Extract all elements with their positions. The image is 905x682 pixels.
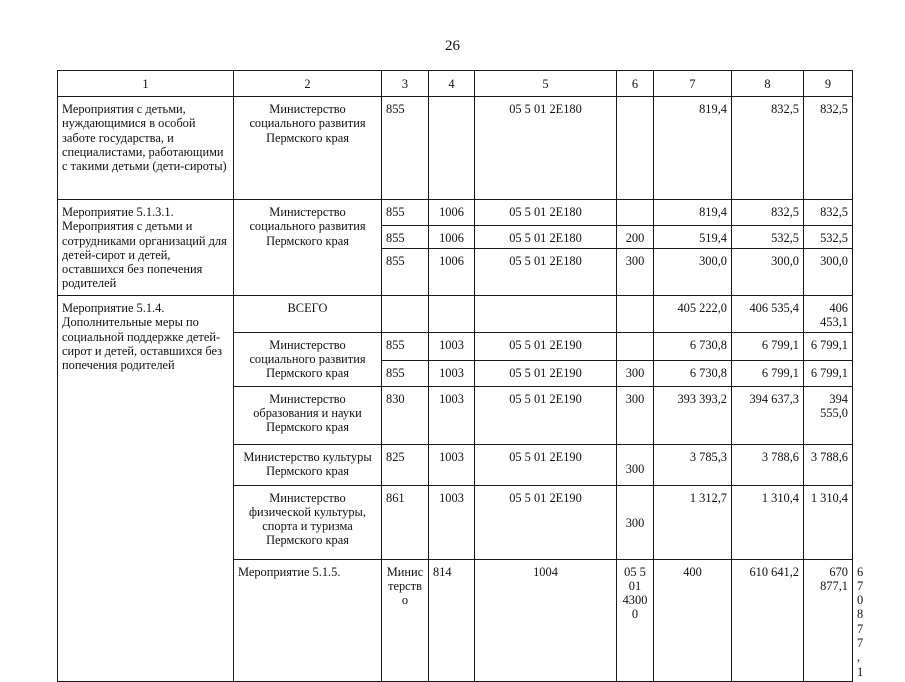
cell-grbs: 861: [382, 485, 429, 559]
cell-grbs: 814: [429, 559, 475, 681]
responsible-ministry: Министерство образования и науки Пермского края: [234, 386, 382, 444]
cell-expense-type: 300: [617, 360, 654, 386]
activity-description: Мероприятия с детьми, нуждающимися в особой заботе государства, и специалистами, работающими с такими детьми (дети-сироты): [58, 97, 234, 200]
table-row: [58, 200, 853, 226]
header-cell-3: 3: [382, 71, 429, 97]
table-row: [58, 97, 853, 200]
cell-amount-col8: 1 310,4: [732, 485, 804, 559]
cell-amount-col7: 6 730,8: [654, 332, 732, 360]
cell-section: 1003: [429, 444, 475, 485]
cell-target-article: [475, 296, 617, 333]
cell-amount-col8: 832,5: [732, 97, 804, 200]
cell-section: 1004: [475, 559, 617, 681]
cell-amount-col8: 394 637,3: [732, 386, 804, 444]
budget-table: [57, 70, 864, 682]
cell-expense-type: 300: [617, 444, 654, 485]
cell-amount-col8: 6 799,1: [732, 332, 804, 360]
cell-amount-col9: 832,5: [804, 200, 853, 226]
cell-section: 1003: [429, 386, 475, 444]
responsible-ministry: Министерство социального развития Пермского края: [234, 332, 382, 386]
cell-amount-col9: 1 310,4: [804, 485, 853, 559]
cell-target-article: 05 5 01 2E190: [475, 360, 617, 386]
cell-grbs: 855: [382, 200, 429, 226]
responsible-ministry: Министерство социального развития Пермского края: [234, 200, 382, 296]
cell-expense-type: [617, 200, 654, 226]
responsible-ministry: Министерство: [382, 559, 429, 681]
cell-target-article: 05 5 01 2E190: [475, 332, 617, 360]
table-row: Мероприятие 5.1.5. Министерство 814 1004 05 5 01 43000 400 610 641,2 670 877,1 670 877,1: [58, 559, 853, 681]
cell-expense-type: 400: [654, 559, 732, 681]
header-cell-4: 4: [429, 71, 475, 97]
cell-section: [429, 97, 475, 200]
cell-amount-col7: 3 785,3: [654, 444, 732, 485]
cell-amount-col9: 6 799,1: [804, 360, 853, 386]
total-label: ВСЕГО: [234, 296, 382, 333]
cell-amount-col8: 670 877,1: [804, 559, 853, 681]
cell-section: 1003: [429, 360, 475, 386]
cell-amount-col7: 393 393,2: [654, 386, 732, 444]
cell-amount-col9: 532,5: [804, 226, 853, 249]
cell-section: [429, 296, 475, 333]
cell-target-article: 05 5 01 2E180: [475, 249, 617, 296]
cell-amount-col8: 3 788,6: [732, 444, 804, 485]
cell-amount-col7: 405 222,0: [654, 296, 732, 333]
header-cell-1: 1: [58, 71, 234, 97]
header-cell-9: 9: [804, 71, 853, 97]
cell-amount-col9: 832,5: [804, 97, 853, 200]
cell-target-article: 05 5 01 2E190: [475, 444, 617, 485]
cell-target-article: 05 5 01 2E180: [475, 200, 617, 226]
cell-amount-col8: 532,5: [732, 226, 804, 249]
header-cell-6: 6: [617, 71, 654, 97]
cell-target-article: 05 5 01 2E180: [475, 97, 617, 200]
cell-amount-col9: 3 788,6: [804, 444, 853, 485]
activity-description: Мероприятие 5.1.3.1. Мероприятия с детьми и сотрудниками организаций для детей-сирот и детей, оставшихся без попечения родителей: [58, 200, 234, 296]
cell-amount-col8: 6 799,1: [732, 360, 804, 386]
cell-amount-col8: 406 535,4: [732, 296, 804, 333]
cell-expense-type: [617, 332, 654, 360]
cell-expense-type: [617, 97, 654, 200]
cell-grbs: 830: [382, 386, 429, 444]
responsible-ministry: Министерство физической культуры, спорта и туризма Пермского края: [234, 485, 382, 559]
responsible-ministry: Министерство культуры Пермского края: [234, 444, 382, 485]
cell-amount-col9: 406 453,1: [804, 296, 853, 333]
header-cell-8: 8: [732, 71, 804, 97]
cell-target-article: 05 5 01 2E190: [475, 485, 617, 559]
cell-target-article: 05 5 01 2E190: [475, 386, 617, 444]
cell-amount-col7: 819,4: [654, 200, 732, 226]
cell-amount-col9: 394 555,0: [804, 386, 853, 444]
cell-expense-type: [617, 296, 654, 333]
cell-section: 1006: [429, 200, 475, 226]
cell-grbs: [382, 296, 429, 333]
cell-amount-col9: 300,0: [804, 249, 853, 296]
cell-target-article: 05 5 01 43000: [617, 559, 654, 681]
cell-grbs: 855: [382, 360, 429, 386]
activity-description: Мероприятие 5.1.5.: [234, 559, 382, 681]
cell-grbs: 855: [382, 332, 429, 360]
header-cell-5: 5: [475, 71, 617, 97]
cell-amount-col7: 6 730,8: [654, 360, 732, 386]
cell-section: 1006: [429, 249, 475, 296]
cell-amount-col9: 6 799,1: [804, 332, 853, 360]
cell-expense-type: 300: [617, 249, 654, 296]
responsible-ministry: Министерство социального развития Пермского края: [234, 97, 382, 200]
cell-grbs: 855: [382, 226, 429, 249]
header-cell-7: 7: [654, 71, 732, 97]
cell-amount-col7: 519,4: [654, 226, 732, 249]
cell-section: 1006: [429, 226, 475, 249]
activity-description: Мероприятие 5.1.4. Дополнительные меры по социальной поддержке детей-сирот и детей, оставшихся без попечения родителей: [58, 296, 234, 682]
cell-amount-col8: 300,0: [732, 249, 804, 296]
cell-target-article: 05 5 01 2E180: [475, 226, 617, 249]
cell-expense-type: 200: [617, 226, 654, 249]
cell-section: 1003: [429, 332, 475, 360]
cell-amount-col8: 832,5: [732, 200, 804, 226]
cell-amount-col7: 819,4: [654, 97, 732, 200]
cell-expense-type: 300: [617, 485, 654, 559]
cell-grbs: 855: [382, 249, 429, 296]
cell-amount-col7: 300,0: [654, 249, 732, 296]
table-row: [58, 296, 853, 333]
page-number: 26: [445, 38, 460, 54]
cell-grbs: 855: [382, 97, 429, 200]
cell-grbs: 825: [382, 444, 429, 485]
cell-section: 1003: [429, 485, 475, 559]
cell-amount-col7: 1 312,7: [654, 485, 732, 559]
header-row: [58, 71, 853, 97]
cell-expense-type: 300: [617, 386, 654, 444]
header-cell-2: 2: [234, 71, 382, 97]
cell-amount-col7: 610 641,2: [732, 559, 804, 681]
